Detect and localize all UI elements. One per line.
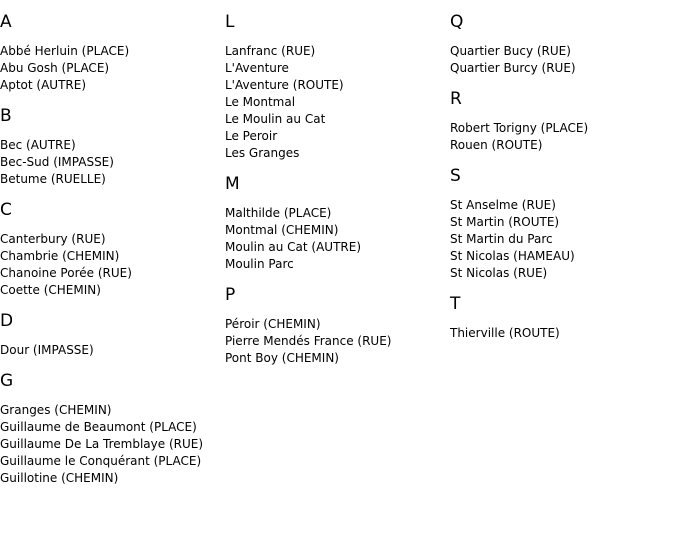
section-letter: B bbox=[0, 106, 12, 126]
section-t bbox=[450, 282, 672, 342]
street-entry: Abu Gosh (PLACE) bbox=[0, 61, 110, 75]
section-a bbox=[0, 0, 222, 94]
street-entry: Quartier Bucy (RUE) bbox=[450, 44, 571, 58]
street-entry: Bec (AUTRE) bbox=[0, 138, 76, 152]
street-entry: Le Peroir bbox=[225, 129, 278, 143]
section-letter: M bbox=[225, 174, 240, 194]
street-entry: Aptot (AUTRE) bbox=[0, 78, 86, 92]
section-letter: L bbox=[225, 12, 235, 32]
street-entry: Chanoine Porée (RUE) bbox=[0, 266, 132, 280]
street-entry: Canterbury (RUE) bbox=[0, 232, 106, 246]
street-entry: Robert Torigny (PLACE) bbox=[450, 121, 589, 135]
street-list bbox=[450, 325, 672, 342]
street-entry: Betume (RUELLE) bbox=[0, 172, 106, 186]
street-entry: Thierville (ROUTE) bbox=[450, 326, 560, 340]
street-entry: Guillaume de Beaumont (PLACE) bbox=[0, 420, 197, 434]
street-entry: St Martin du Parc bbox=[450, 232, 553, 246]
street-entry: Coette (CHEMIN) bbox=[0, 283, 101, 297]
street-entry: Rouen (ROUTE) bbox=[450, 138, 543, 152]
section-l bbox=[225, 0, 447, 162]
street-entry: Pont Boy (CHEMIN) bbox=[225, 351, 339, 365]
street-list bbox=[0, 342, 222, 359]
street-entry: Moulin Parc bbox=[225, 257, 294, 271]
section-letter: A bbox=[0, 12, 12, 32]
street-entry: Chambrie (CHEMIN) bbox=[0, 249, 120, 263]
section-s bbox=[450, 154, 672, 282]
section-r bbox=[450, 77, 672, 154]
street-list bbox=[0, 231, 222, 299]
street-entry: Les Granges bbox=[225, 146, 300, 160]
street-list bbox=[225, 205, 447, 273]
street-entry: Guillaume De La Tremblaye (RUE) bbox=[0, 437, 204, 451]
street-entry: Guillotine (CHEMIN) bbox=[0, 471, 119, 485]
section-letter: S bbox=[450, 166, 461, 186]
section-letter: C bbox=[0, 200, 12, 220]
street-entry: L'Aventure bbox=[225, 61, 289, 75]
street-list bbox=[450, 43, 672, 77]
street-list bbox=[225, 316, 447, 367]
street-entry: Lanfranc (RUE) bbox=[225, 44, 316, 58]
street-list bbox=[0, 402, 222, 487]
street-entry: St Nicolas (RUE) bbox=[450, 266, 548, 280]
street-entry: Bec-Sud (IMPASSE) bbox=[0, 155, 114, 169]
street-entry: Péroir (CHEMIN) bbox=[225, 317, 321, 331]
street-list bbox=[225, 43, 447, 162]
column-2 bbox=[225, 0, 447, 367]
street-entry: Granges (CHEMIN) bbox=[0, 403, 112, 417]
section-letter: Q bbox=[450, 12, 464, 32]
column-1 bbox=[0, 0, 222, 487]
section-b bbox=[0, 94, 222, 188]
column-3 bbox=[450, 0, 672, 342]
street-entry: Dour (IMPASSE) bbox=[0, 343, 94, 357]
street-entry: St Martin (ROUTE) bbox=[450, 215, 560, 229]
street-entry: Le Moulin au Cat bbox=[225, 112, 326, 126]
street-entry: Le Montmal bbox=[225, 95, 296, 109]
section-p bbox=[225, 273, 447, 367]
section-m bbox=[225, 162, 447, 273]
street-list bbox=[450, 197, 672, 282]
street-entry: St Nicolas (HAMEAU) bbox=[450, 249, 575, 263]
street-entry: Montmal (CHEMIN) bbox=[225, 223, 339, 237]
section-q bbox=[450, 0, 672, 77]
street-entry: Quartier Burcy (RUE) bbox=[450, 61, 576, 75]
street-entry: Moulin au Cat (AUTRE) bbox=[225, 240, 362, 254]
street-list bbox=[0, 43, 222, 94]
section-letter: D bbox=[0, 311, 14, 331]
section-letter: P bbox=[225, 285, 236, 305]
street-entry: St Anselme (RUE) bbox=[450, 198, 556, 212]
section-g bbox=[0, 359, 222, 487]
section-d bbox=[0, 299, 222, 359]
section-letter: R bbox=[450, 89, 462, 109]
section-letter: T bbox=[450, 294, 461, 314]
section-letter: G bbox=[0, 371, 14, 391]
street-entry: Malthilde (PLACE) bbox=[225, 206, 332, 220]
street-list bbox=[0, 137, 222, 188]
street-entry: L'Aventure (ROUTE) bbox=[225, 78, 344, 92]
street-list bbox=[450, 120, 672, 154]
street-entry: Abbé Herluin (PLACE) bbox=[0, 44, 130, 58]
section-c bbox=[0, 188, 222, 299]
street-entry: Guillaume le Conquérant (PLACE) bbox=[0, 454, 202, 468]
street-entry: Pierre Mendés France (RUE) bbox=[225, 334, 392, 348]
